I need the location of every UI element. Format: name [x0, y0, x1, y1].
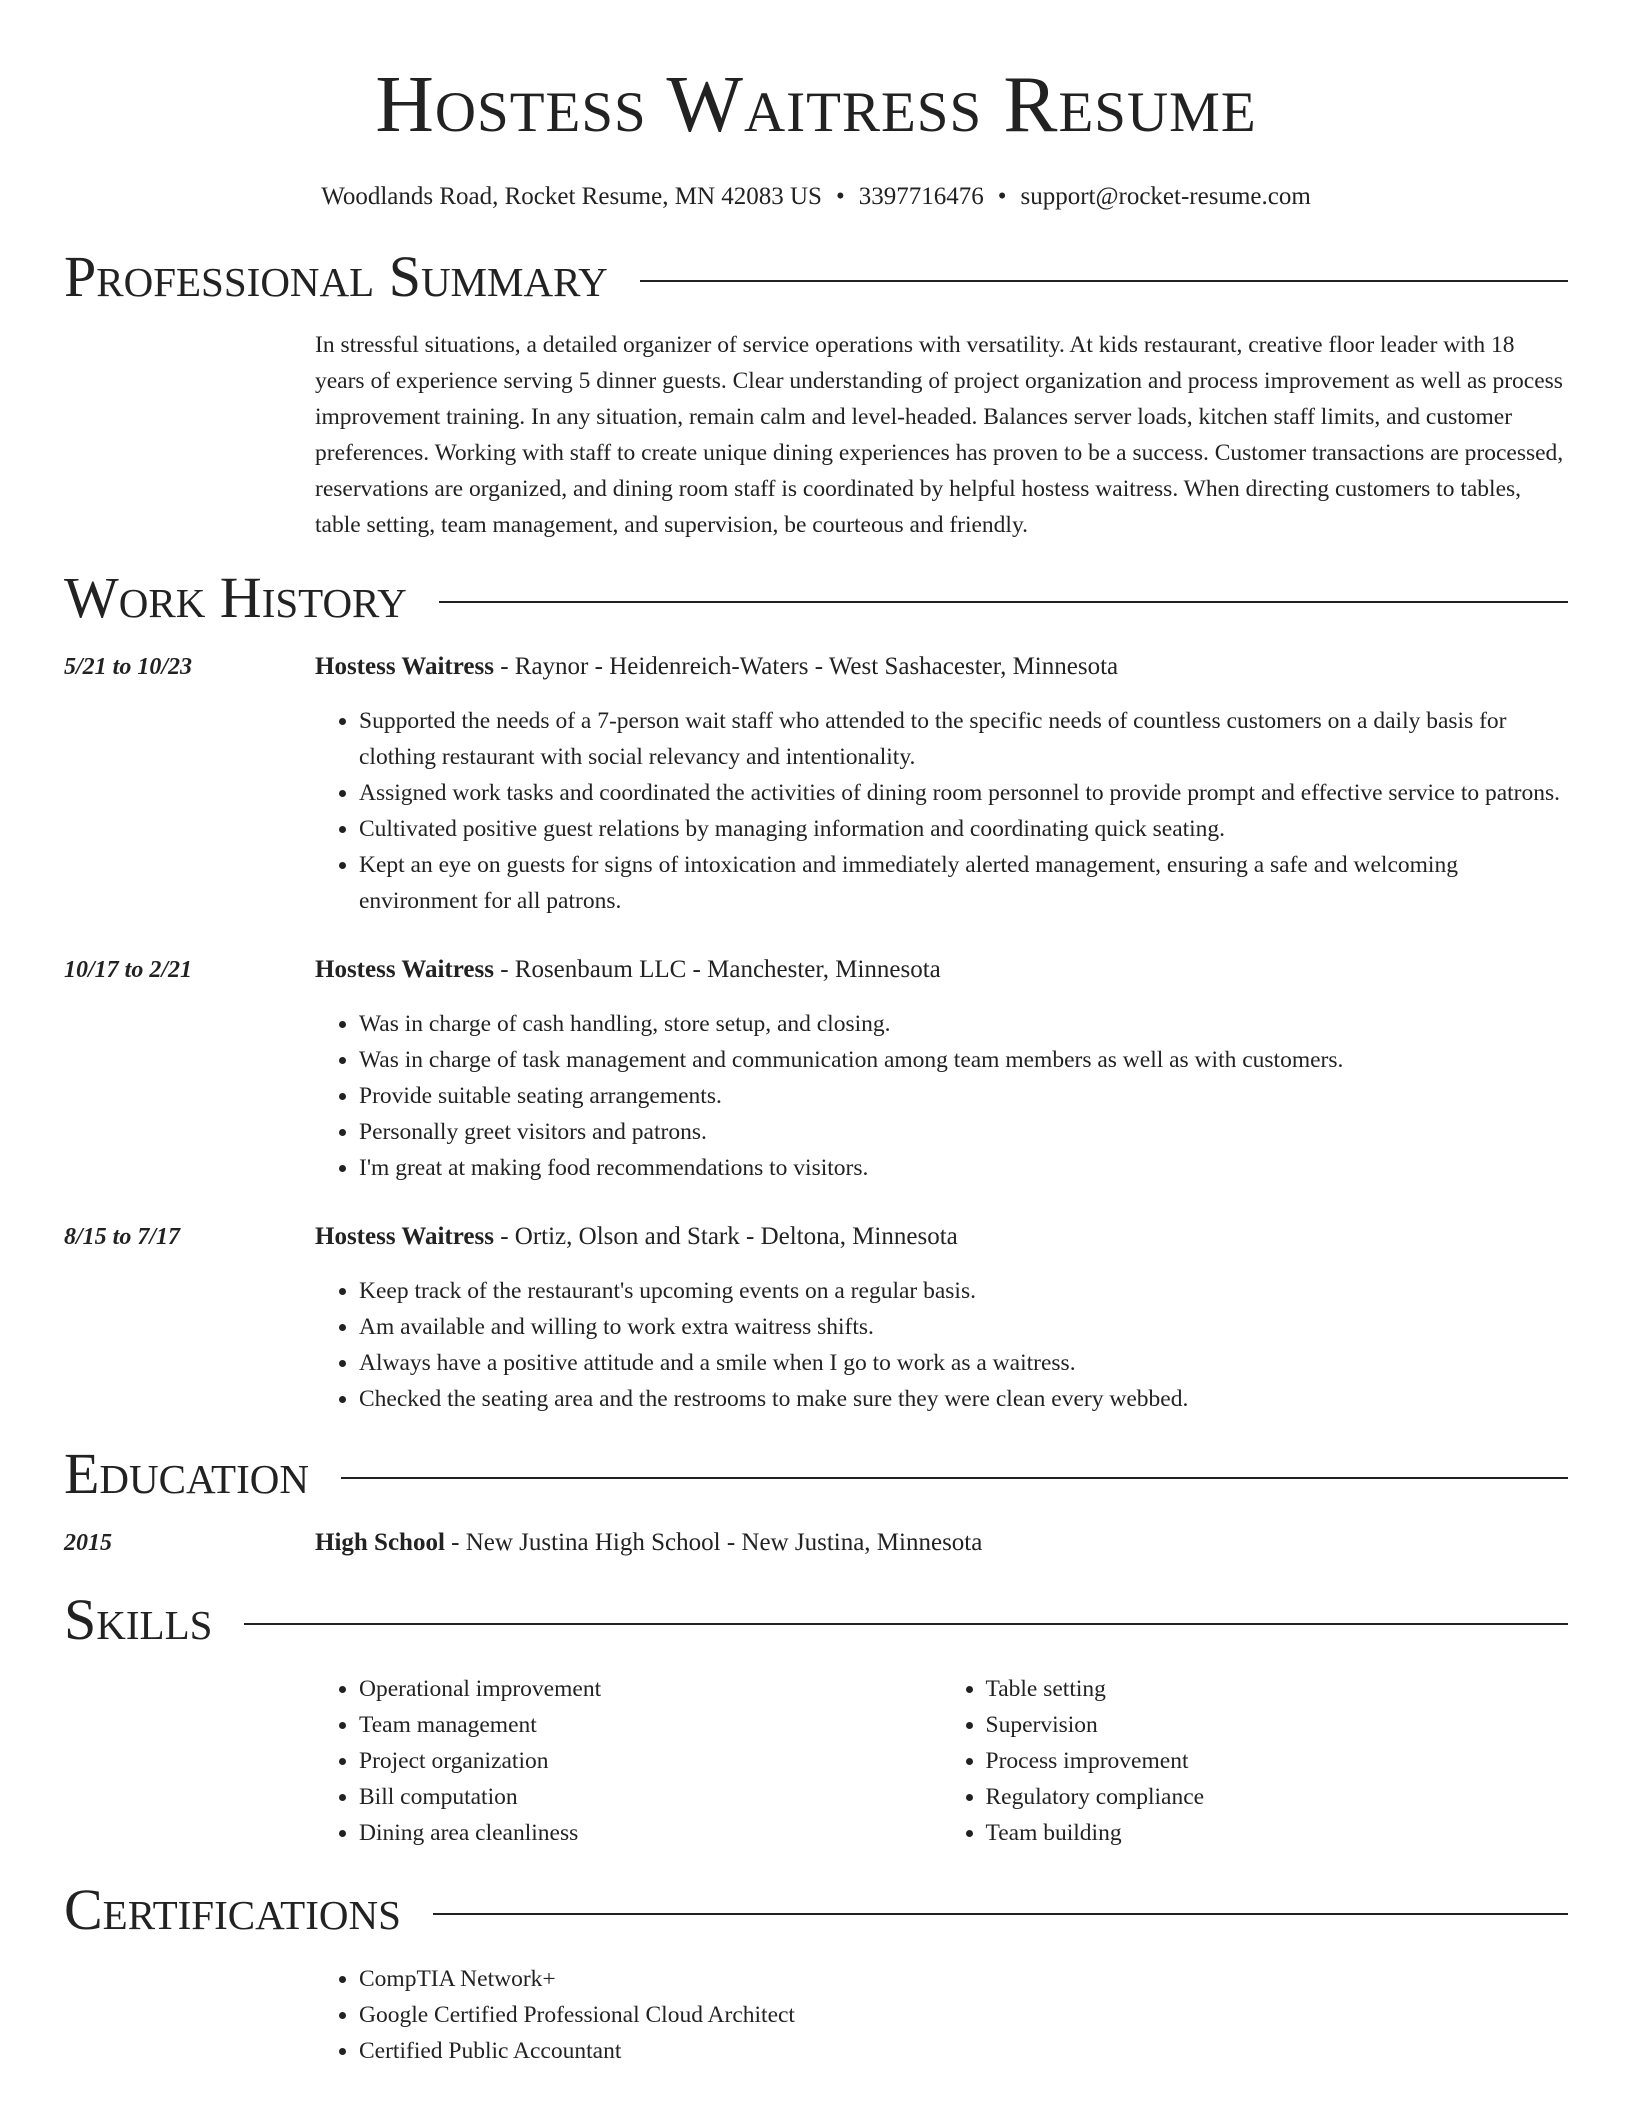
- job-bullet: • Was in charge of cash handling, store setup, and closing.: [359, 1006, 1568, 1042]
- section-header: [64, 565, 1568, 630]
- job-details: - Raynor - Heidenreich-Waters - West Sashacester, Minnesota: [493, 653, 1119, 680]
- section-divider: [640, 280, 1568, 282]
- job-bullets: [315, 1273, 1568, 1417]
- work-history-section: [64, 565, 1568, 1417]
- section-divider: [433, 1913, 1568, 1915]
- job-details: - Rosenbaum LLC - Manchester, Minnesota: [493, 956, 941, 983]
- job-bullets: [315, 703, 1568, 919]
- job-bullet: • Checked the seating area and the restrooms to make sure they were clean every webbed.: [359, 1381, 1568, 1417]
- email: support@rocket-resume.com: [1020, 183, 1311, 210]
- education-year: 2015: [64, 1530, 112, 1556]
- skills-list-right: [942, 1671, 1569, 1851]
- job-role: Hostess Waitress: [315, 956, 494, 983]
- job-bullet: • Provide suitable seating arrangements.: [359, 1078, 1568, 1114]
- contact-separator: •: [835, 183, 845, 210]
- job-entry: [64, 649, 1568, 919]
- skills-columns: [315, 1671, 1568, 1851]
- job-role: Hostess Waitress: [315, 1223, 494, 1250]
- skill-item: • Regulatory compliance: [986, 1779, 1569, 1815]
- skill-item: • Team building: [986, 1815, 1569, 1851]
- job-bullet: • Assigned work tasks and coordinated the activities of dining room personnel to provide prompt and effective service to patrons.: [359, 775, 1568, 811]
- skill-item: • Bill computation: [359, 1779, 942, 1815]
- job-bullet: • Was in charge of task management and communication among team members as well as with customers.: [359, 1042, 1568, 1078]
- section-divider: [439, 601, 1568, 603]
- section-header: [64, 244, 1568, 309]
- certifications-section: [64, 1877, 1568, 2069]
- section-header: [64, 1441, 1568, 1506]
- job-dates: 8/15 to 7/17: [64, 1224, 181, 1250]
- certifications-list: [315, 1961, 1568, 2069]
- education-line: [315, 1525, 1568, 1561]
- job-bullet: • Cultivated positive guest relations by managing information and coordinating quick seating.: [359, 811, 1568, 847]
- summary-text: In stressful situations, a detailed organizer of service operations with versatility. At kids restaurant, creative floor leader with 18 years of experience serving 5 dinner guests. Clear understanding of project organization and process improvement as well as process improvement training. In any situation, remain calm and level-headed. Balances server loads, kitchen staff limits, and customer preferences. Working with staff to create unique dining experiences has proven to be a success. Customer transactions are processed, reservations are organized, and dining room staff is coordinated by helpful hostess waitress. When directing customers to tables, table setting, team management, and supervision, be courteous and friendly.: [315, 332, 1564, 538]
- section-header: [64, 1877, 1568, 1942]
- job-bullet: • Am available and willing to work extra waitress shifts.: [359, 1309, 1568, 1345]
- job-bullet: • Always have a positive attitude and a smile when I go to work as a waitress.: [359, 1345, 1568, 1381]
- section-divider: [341, 1477, 1568, 1479]
- job-dates: 10/17 to 2/21: [64, 957, 193, 983]
- skill-item: • Dining area cleanliness: [359, 1815, 942, 1851]
- education-entry: [64, 1525, 1568, 1561]
- job-bullet: • Kept an eye on guests for signs of intoxication and immediately alerted management, ensuring a safe and welcoming environment for all patrons.: [359, 847, 1568, 919]
- certification-item: • CompTIA Network+: [359, 1961, 1568, 1997]
- certification-item: • Google Certified Professional Cloud Architect: [359, 1997, 1568, 2033]
- education-degree: High School: [315, 1529, 445, 1556]
- job-title-line: [315, 649, 1568, 685]
- skills-section: [64, 1587, 1568, 1851]
- skills-list-left: [315, 1671, 942, 1851]
- job-bullet: • Keep track of the restaurant's upcoming events on a regular basis.: [359, 1273, 1568, 1309]
- job-entry: [64, 1219, 1568, 1417]
- section-title: Skills: [64, 1587, 213, 1652]
- job-bullet: • I'm great at making food recommendations to visitors.: [359, 1150, 1568, 1186]
- job-title-line: [315, 952, 1568, 988]
- job-title-line: [315, 1219, 1568, 1255]
- section-title: Education: [64, 1441, 309, 1506]
- job-role: Hostess Waitress: [315, 653, 494, 680]
- education-details: - New Justina High School - New Justina, Minnesota: [444, 1529, 983, 1556]
- skill-item: • Operational improvement: [359, 1671, 942, 1707]
- section-divider: [244, 1623, 1568, 1625]
- address: Woodlands Road, Rocket Resume, MN 42083 US: [321, 183, 822, 210]
- job-bullet: • Personally greet visitors and patrons.: [359, 1114, 1568, 1150]
- section-title: Work History: [64, 565, 407, 630]
- section-header: [64, 1587, 1568, 1652]
- certification-item: • Certified Public Accountant: [359, 2033, 1568, 2069]
- resume-name: Hostess Waitress Resume: [375, 59, 1257, 149]
- job-details: - Ortiz, Olson and Stark - Deltona, Minnesota: [493, 1223, 958, 1250]
- section-title: Professional Summary: [64, 244, 608, 309]
- section-title: Certifications: [64, 1877, 401, 1942]
- skill-item: • Team management: [359, 1707, 942, 1743]
- job-dates: 5/21 to 10/23: [64, 654, 193, 680]
- skill-item: • Process improvement: [986, 1743, 1569, 1779]
- job-bullets: [315, 1006, 1568, 1186]
- phone: 3397716476: [858, 183, 984, 210]
- skill-item: • Project organization: [359, 1743, 942, 1779]
- skill-item: • Supervision: [986, 1707, 1569, 1743]
- education-section: [64, 1441, 1568, 1561]
- skill-item: • Table setting: [986, 1671, 1569, 1707]
- contact-line: [0, 183, 1632, 211]
- contact-separator: •: [997, 183, 1007, 210]
- job-bullet: • Supported the needs of a 7-person wait staff who attended to the specific needs of countless customers on a daily basis for clothing restaurant with social relevancy and intentionality.: [359, 703, 1568, 775]
- summary-section: [64, 244, 1568, 543]
- job-entry: [64, 952, 1568, 1186]
